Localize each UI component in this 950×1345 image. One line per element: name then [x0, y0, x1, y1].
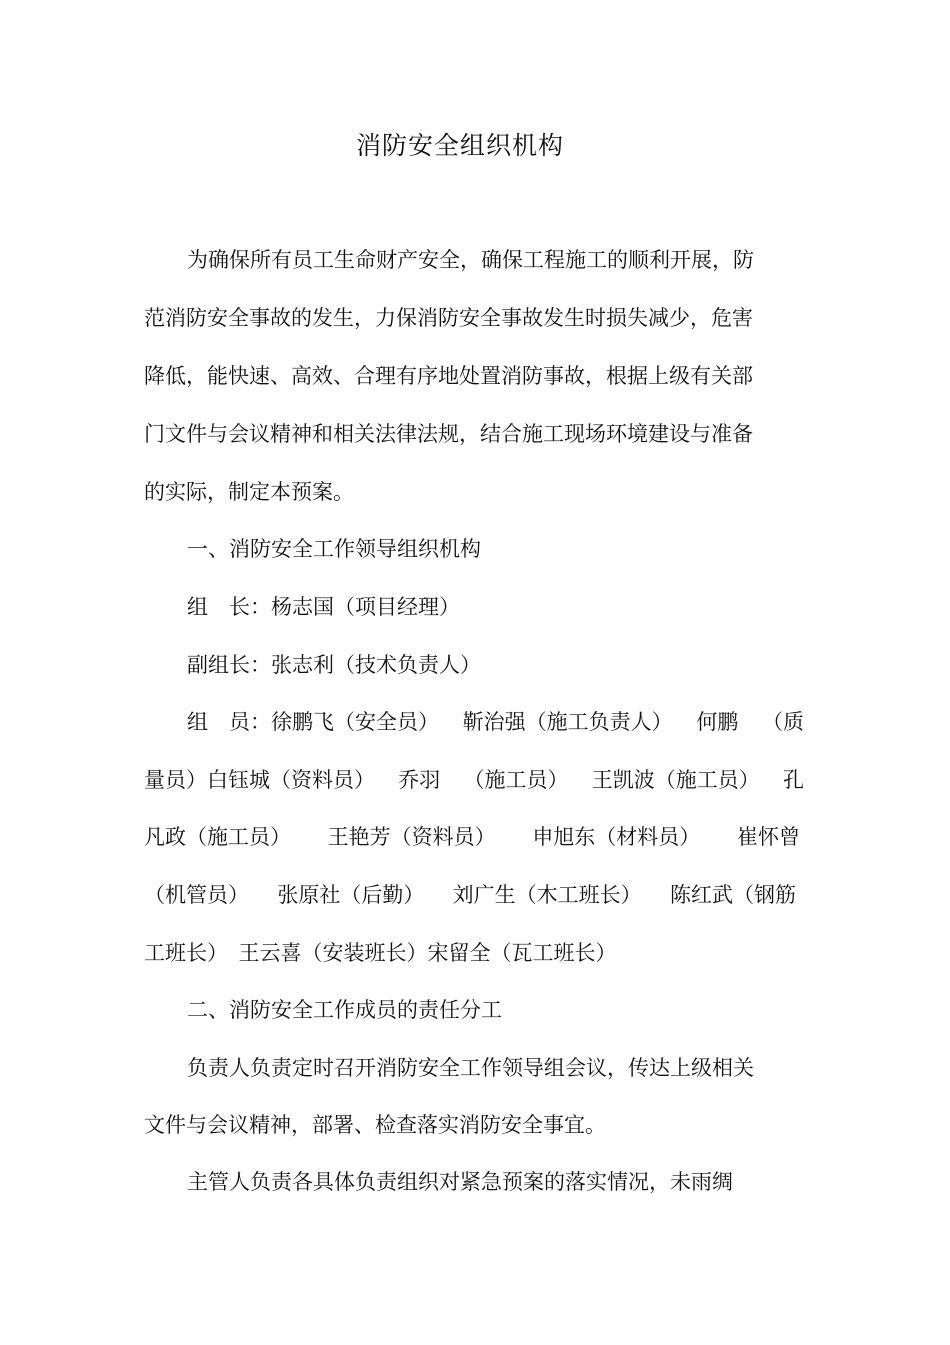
member-text: 崔怀曾 [736, 825, 800, 849]
duty2-line-1: 主管人负责各具体负责组织对紧急预案的落实情况，未雨绸 [187, 1170, 733, 1194]
member-text: 量员）白钰城（资料员） [144, 768, 375, 792]
duty1-line-2: 文件与会议精神，部署、检查落实消防安全事宜。 [144, 1113, 606, 1137]
intro-line-3: 降低，能快速、高效、合理有序地处置消防事故，根据上级有关部 [144, 364, 753, 388]
member-text: 孔 [783, 768, 804, 792]
duty1-line-1: 负责人负责定时召开消防安全工作领导组会议，传达上级相关 [187, 1056, 754, 1080]
member-text: 组 员：徐鹏飞（安全员） [187, 710, 439, 734]
members-line-3 [144, 822, 800, 852]
member-text: 王凯波（施工员） [591, 768, 760, 792]
member-text: 凡政（施工员） [144, 825, 291, 849]
members-line-1 [187, 707, 804, 737]
member-text: （施工员） [463, 768, 569, 792]
leader-line: 组 长：杨志国（项目经理） [187, 595, 460, 619]
intro-line-4: 门文件与会议精神和相关法律法规，结合施工现场环境建设与准备 [144, 422, 753, 446]
member-text: 王艳芳（资料员） [327, 825, 496, 849]
member-text: 陈红武（钢筋 [669, 883, 796, 907]
members-line-5: 工班长） 王云喜（安装班长）宋留全（瓦工班长） [144, 941, 617, 965]
intro-line-2: 范消防安全事故的发生，力保消防安全事故发生时损失减少，危害 [144, 306, 753, 330]
member-text: （质 [761, 710, 804, 734]
member-text: 申旭东（材料员） [532, 825, 701, 849]
members-line-4 [144, 880, 796, 910]
intro-line-5: 的实际，制定本预案。 [144, 480, 354, 504]
member-text: 何鹏 [696, 710, 739, 734]
section2-heading: 二、消防安全工作成员的责任分工 [187, 998, 502, 1022]
deputy-line: 副组长：张志利（技术负责人） [187, 653, 481, 677]
member-text: 刘广生（木工班长） [452, 883, 642, 907]
document-title: 消防安全组织机构 [355, 131, 564, 160]
member-text: （机管员） [144, 883, 249, 907]
intro-line-1: 为确保所有员工生命财产安全，确保工程施工的顺利开展，防 [187, 248, 754, 272]
members-line-2 [144, 765, 804, 795]
member-text: 张原社（后勤） [277, 883, 425, 907]
section1-heading: 一、消防安全工作领导组织机构 [187, 537, 481, 561]
member-text: 乔羽 [398, 768, 441, 792]
member-text: 靳治强（施工负责人） [462, 710, 673, 734]
